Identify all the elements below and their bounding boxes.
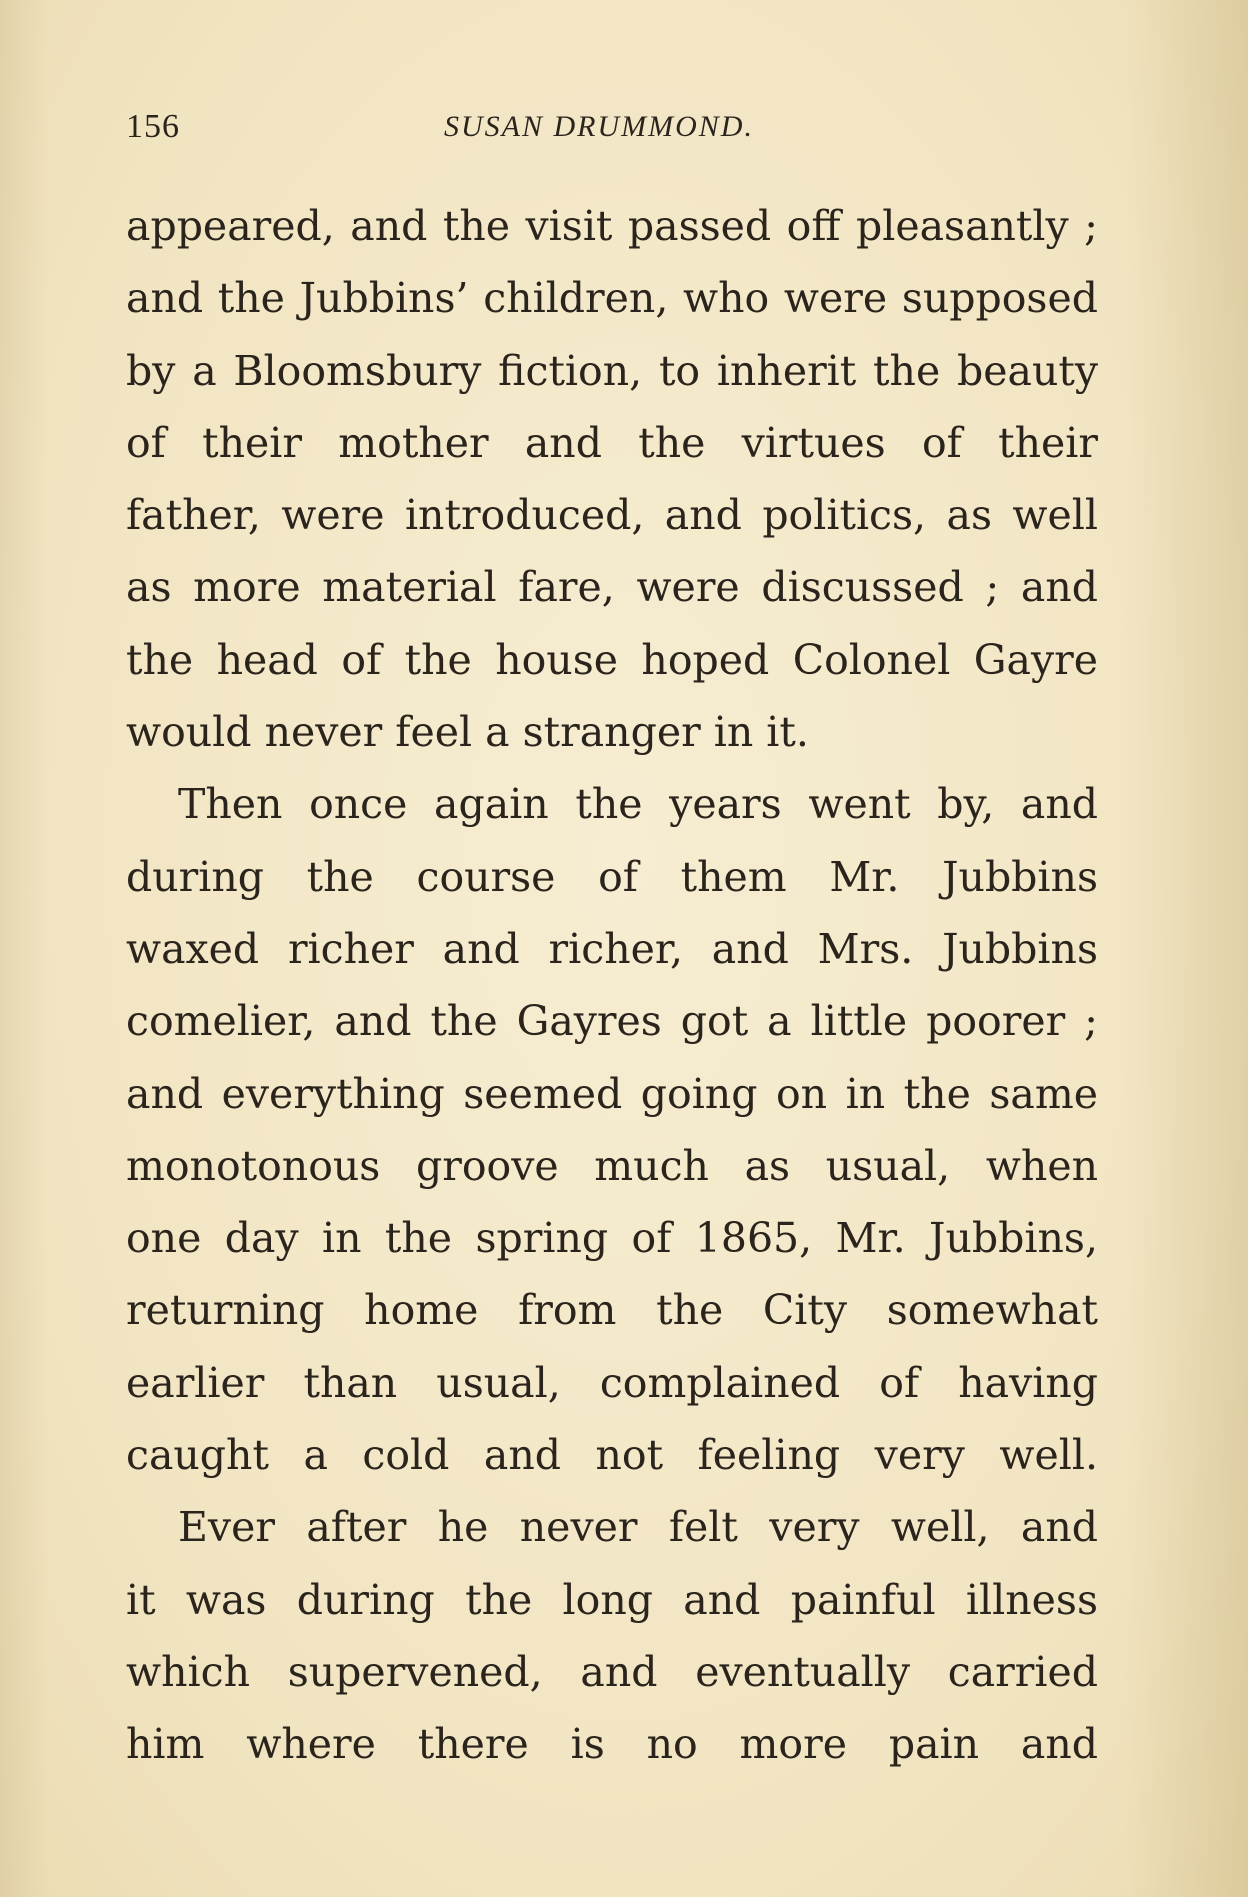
text-line: one day in the spring of 1865, Mr. Jubbins,: [126, 1214, 1098, 1263]
text-line: monotonous groove much as usual, when: [126, 1141, 1098, 1190]
text-line: Ever after he never felt very well, and: [178, 1503, 1098, 1552]
text-line: of their mother and the virtues of their: [126, 418, 1098, 467]
text-line: and the Jubbins’ children, who were supposed: [126, 274, 1098, 323]
text-line: by a Bloomsbury fiction, to inherit the beauty: [126, 346, 1098, 395]
text-line: earlier than usual, complained of having: [126, 1358, 1098, 1407]
text-line: returning home from the City somewhat: [126, 1286, 1098, 1335]
text-line: during the course of them Mr. Jubbins: [126, 852, 1098, 901]
page-header: [126, 102, 1092, 152]
text-line: and everything seemed going on in the same: [126, 1069, 1098, 1118]
text-line: comelier, and the Gayres got a little poorer ;: [126, 997, 1098, 1046]
text-line: the head of the house hoped Colonel Gayre: [126, 635, 1098, 684]
text-line: would never feel a stranger in it.: [126, 708, 809, 757]
text-line: him where there is no more pain and: [126, 1720, 1098, 1769]
text-line: it was during the long and painful illness: [126, 1575, 1098, 1624]
page-number: 156: [126, 108, 180, 145]
text-line: waxed richer and richer, and Mrs. Jubbins: [126, 924, 1098, 973]
text-line: father, were introduced, and politics, as well: [126, 491, 1098, 540]
text-line: as more material fare, were discussed ; and: [126, 563, 1098, 612]
text-line: appeared, and the visit passed off pleasantly ;: [126, 202, 1098, 250]
text-line: which supervened, and eventually carried: [126, 1647, 1098, 1696]
running-title: SUSAN DRUMMOND.: [444, 110, 754, 143]
text-line: Then once again the years went by, and: [178, 780, 1098, 829]
text-line: caught a cold and not feeling very well.: [126, 1431, 1098, 1480]
body-text: [126, 190, 1098, 1781]
